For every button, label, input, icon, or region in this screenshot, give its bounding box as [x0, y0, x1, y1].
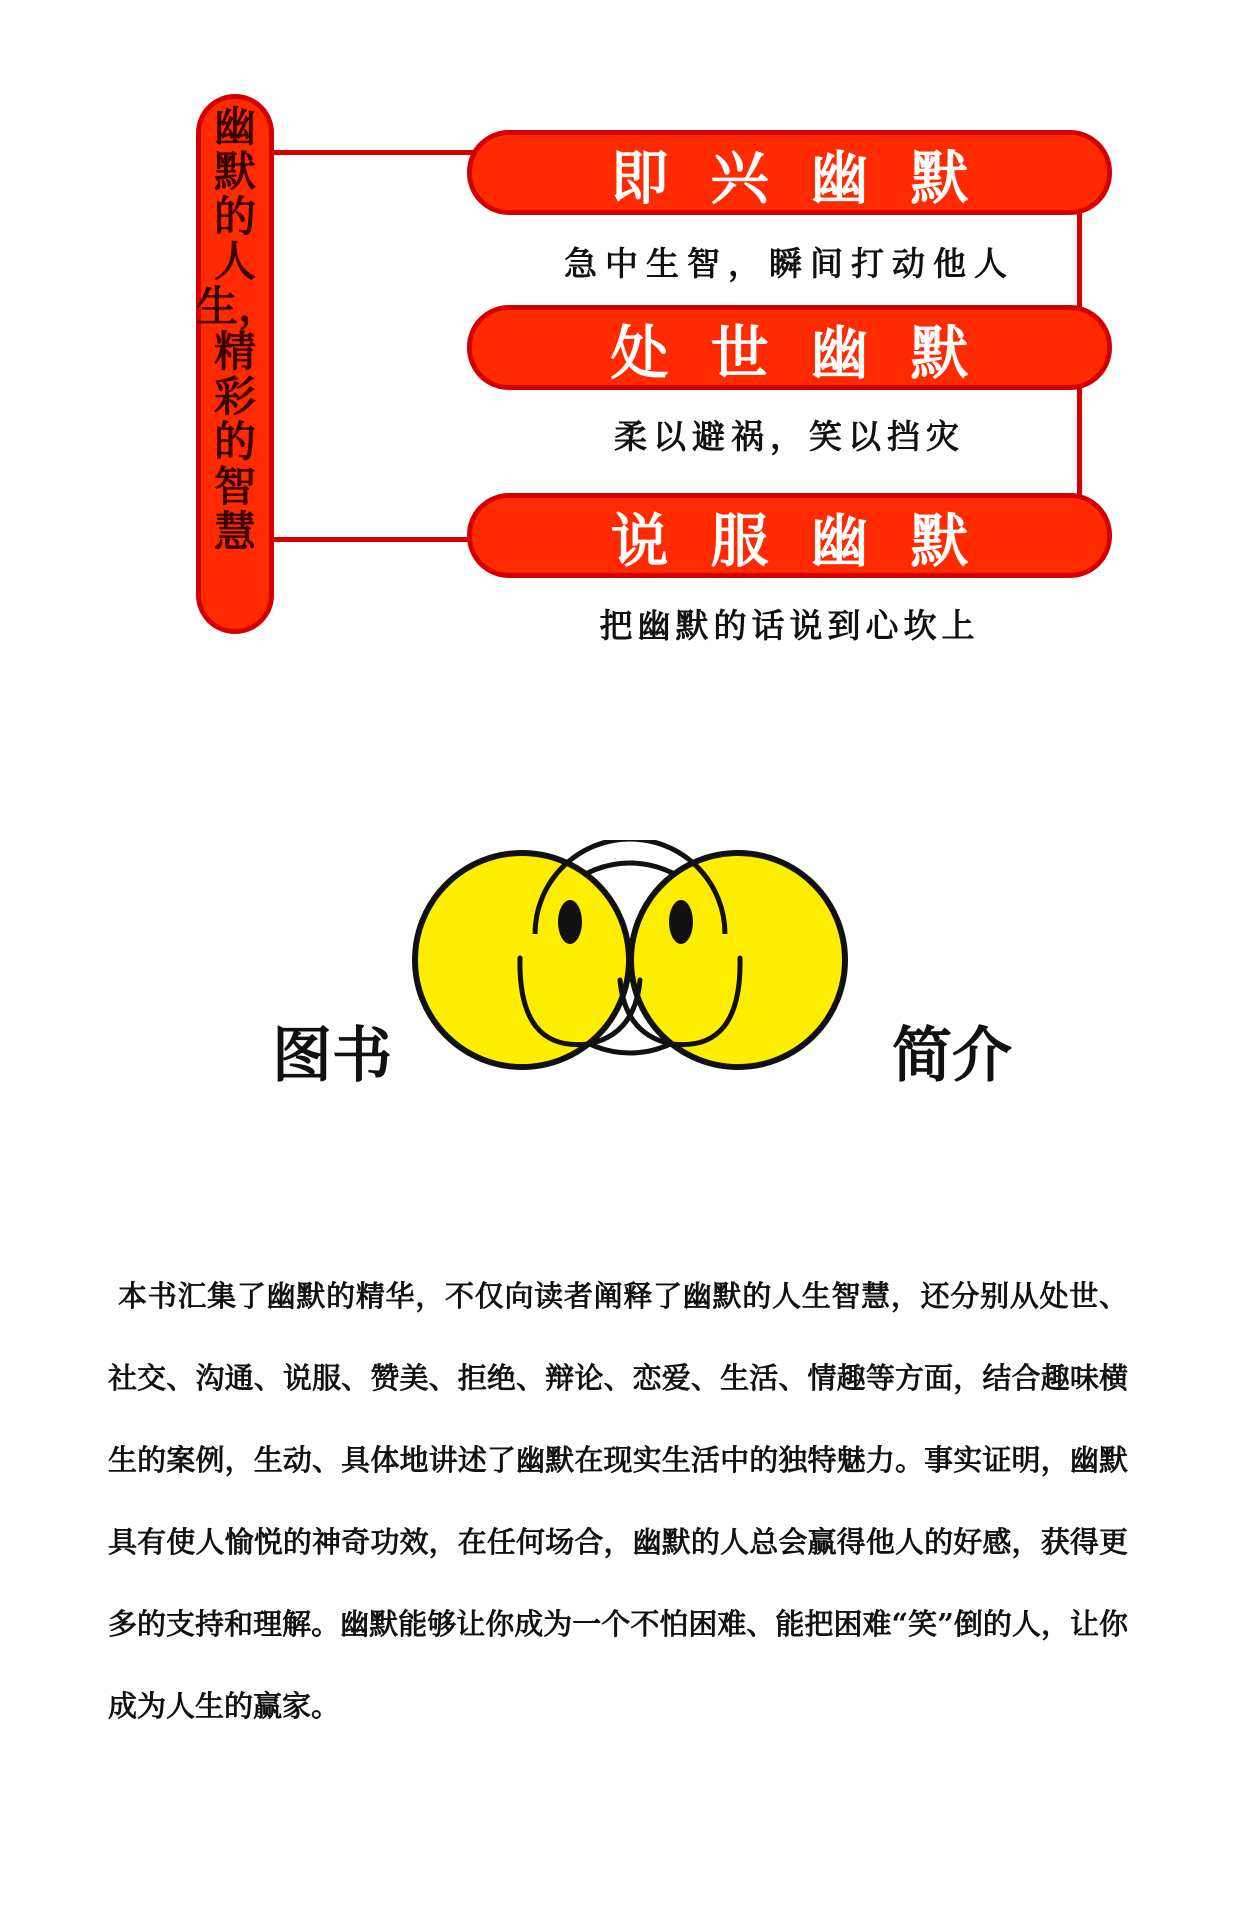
intro-heading-right: 简介	[892, 1021, 1012, 1091]
connector-line-top	[274, 150, 474, 155]
section-title-bar-2	[467, 305, 1112, 390]
right-eye	[669, 900, 693, 944]
intro-heading-left: 图书	[272, 1021, 392, 1091]
section-title-bar-3	[467, 493, 1112, 578]
smiley-pair-logo-icon	[400, 840, 860, 1080]
section-subtitle-3: 把幽默的话说到心坎上	[599, 606, 980, 645]
section-title-bar-1	[467, 130, 1112, 215]
connector-line-bottom	[274, 537, 474, 542]
intro-paragraph: 本书汇集了幽默的精华，不仅向读者阐释了幽默的人生智慧，还分别从处世、社交、沟通、说服、赞美、拒绝、辩论、恋爱、生活、情趣等方面，结合趣味横生的案例，生动、具体地讲述了幽默在现实生活中的独特魅力。事实证明，幽默具有使人愉悦的神奇功效，在任何场合，幽默的人总会赢得他人的好感，获得更多的支持和理解。幽默能够让你成为一个不怕困难、能把困难“笑”倒的人，让你成为人生的赢家。	[108, 1279, 1128, 1723]
side-title-text: 幽默的人生，精彩的智慧	[196, 102, 281, 556]
section-title-3: 说服幽默	[610, 506, 1011, 575]
left-eye	[558, 900, 582, 944]
section-subtitle-2: 柔以避祸，笑以挡灾	[614, 417, 965, 456]
section-title-1: 即兴幽默	[610, 143, 1011, 212]
section-subtitle-1: 急中生智，瞬间打动他人	[564, 244, 1015, 283]
section-title-2: 处世幽默	[610, 318, 1011, 387]
